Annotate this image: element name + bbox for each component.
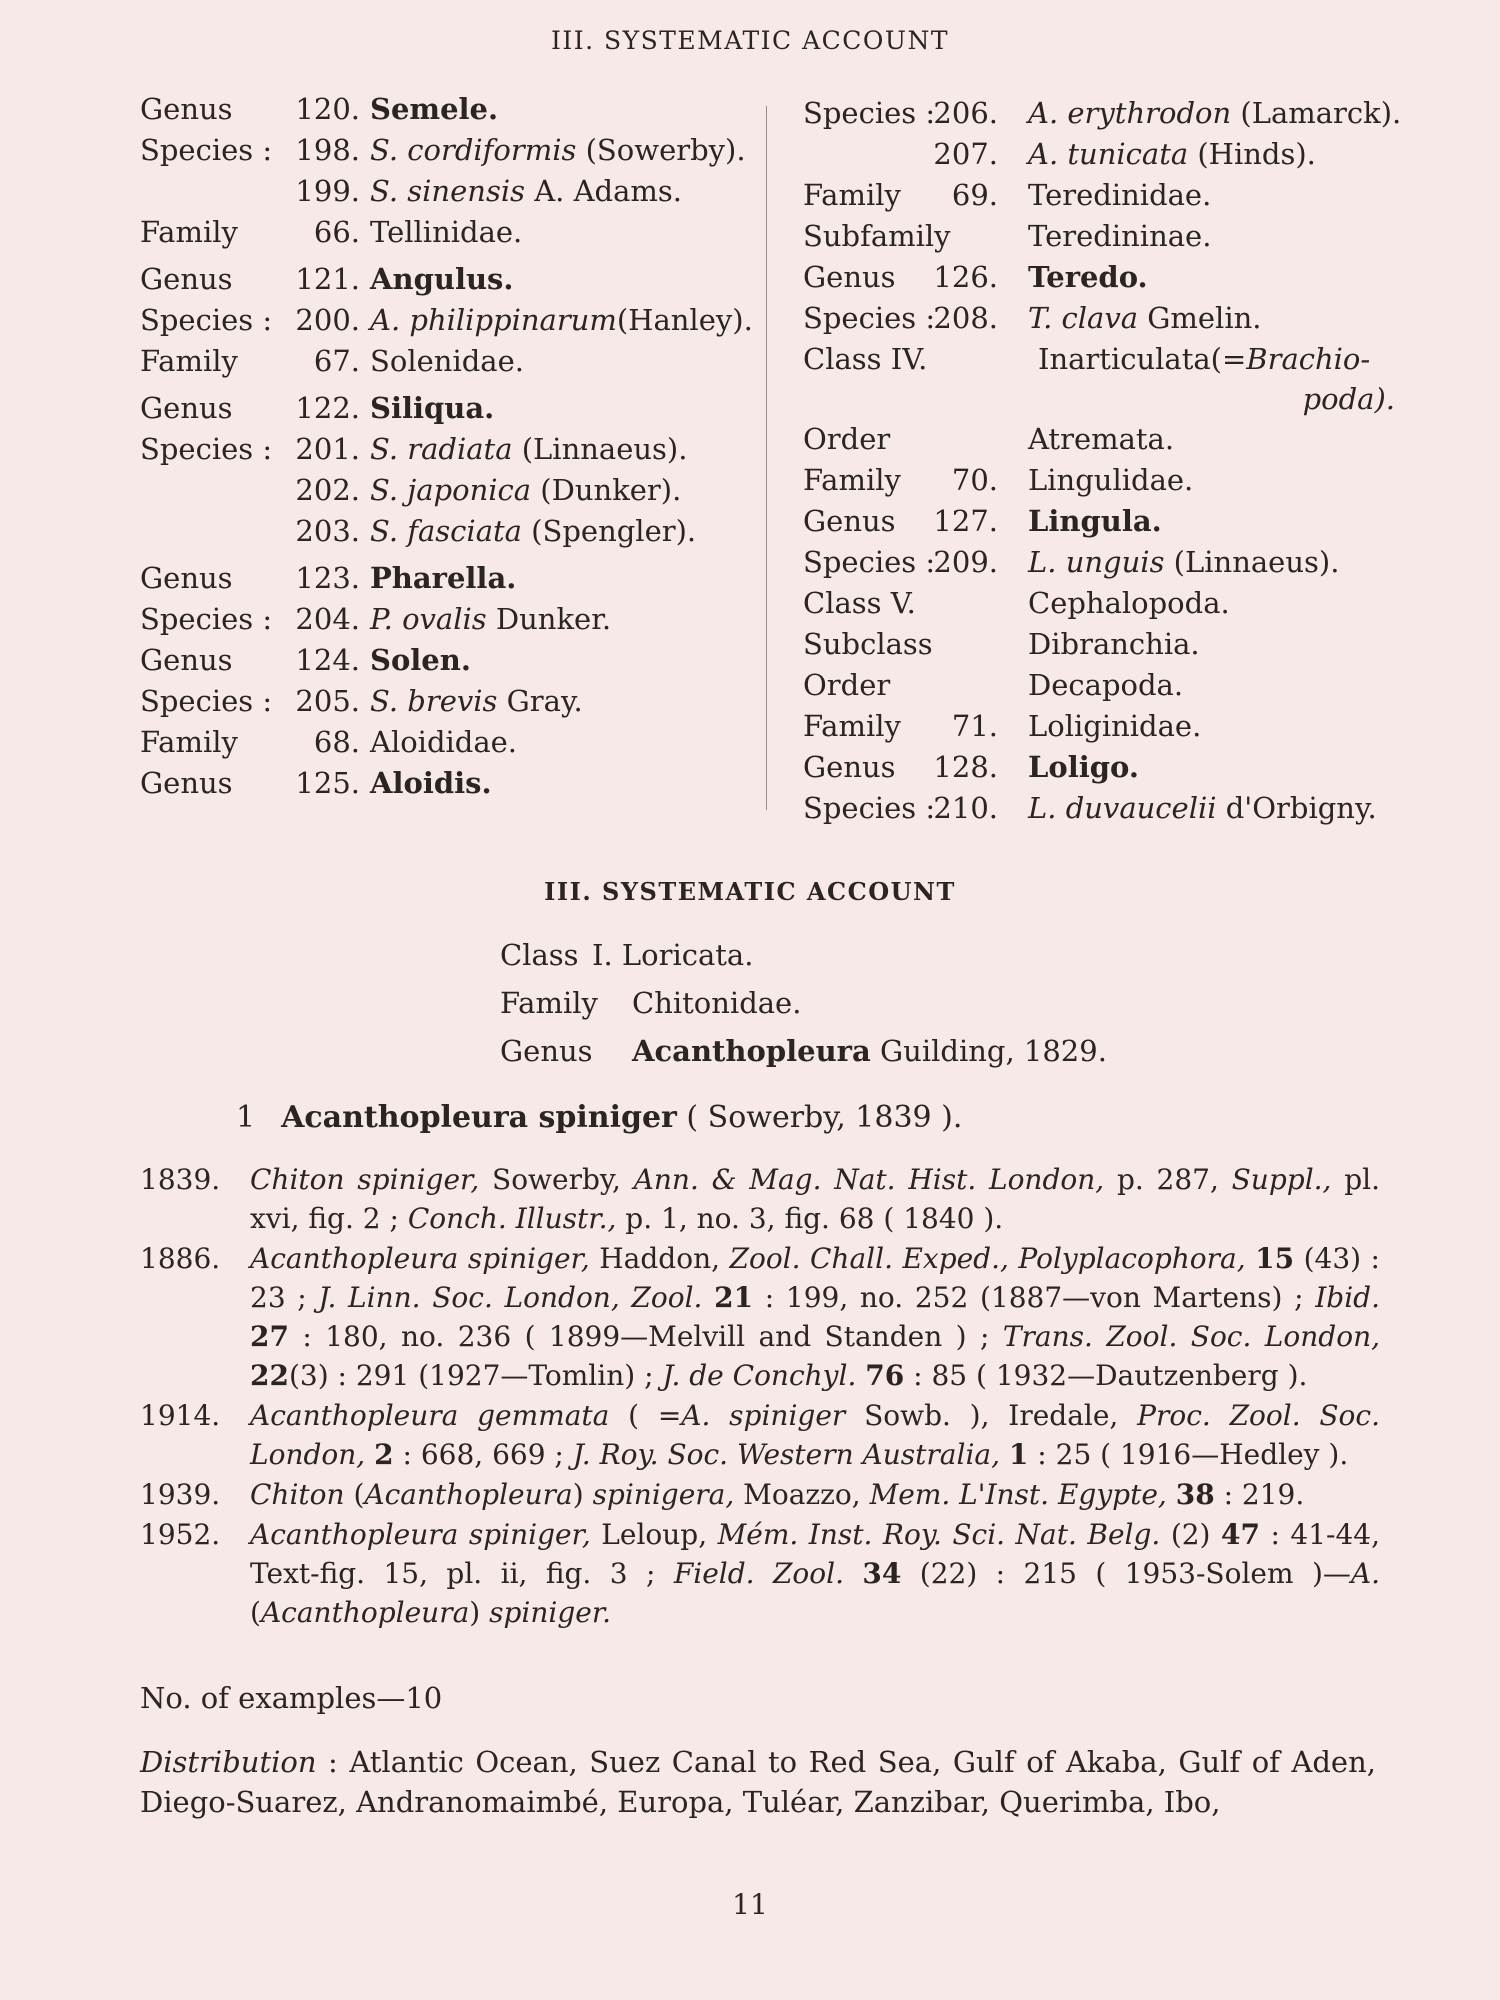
ref-text: ( = xyxy=(609,1399,682,1432)
ref-text: : 180, no. 236 ( 1899—Melvill and Standen ) ; xyxy=(288,1320,1003,1353)
ref-text: Acanthopleura xyxy=(364,1478,573,1511)
ref-text: Mem. L'Inst. Egypte, xyxy=(869,1478,1167,1511)
species-number: 1 xyxy=(236,1100,256,1135)
reference-entry xyxy=(140,1160,1380,1238)
taxon-name xyxy=(370,514,696,548)
rank-label: Species : xyxy=(803,791,936,825)
reference-year: 1839. xyxy=(140,1163,221,1196)
taxon-row xyxy=(803,668,1403,709)
species-authority: (Sowerby). xyxy=(576,133,746,167)
ref-text: : 668, 669 ; xyxy=(393,1438,573,1471)
rank-label: Order xyxy=(803,422,891,456)
taxon-number: 210. xyxy=(933,791,998,825)
taxon-name: Aloidis. xyxy=(370,766,492,800)
taxon-name: Teredo. xyxy=(1028,260,1148,294)
taxon-row xyxy=(140,432,770,473)
ref-volume: 21 xyxy=(714,1281,754,1314)
page-number: 11 xyxy=(732,1888,768,1921)
rank-label: Species : xyxy=(803,545,936,579)
species-authority: Gmelin. xyxy=(1138,301,1262,335)
ref-text: Trans. Zool. Soc. London, xyxy=(1002,1320,1380,1353)
taxon-row xyxy=(803,342,1403,422)
taxon-row xyxy=(140,514,770,555)
rank-label: Family xyxy=(803,709,901,743)
ref-text: : 41-44, Text-fig. 15, pl. ii, fig. 3 ; xyxy=(250,1518,1380,1590)
rank-label: Genus xyxy=(140,92,233,126)
taxon-name xyxy=(1038,342,1370,376)
taxon-name xyxy=(1028,137,1316,171)
taxon-row xyxy=(140,303,770,344)
ref-volume: 47 xyxy=(1220,1518,1260,1551)
taxon-number: 69. xyxy=(951,178,998,212)
taxon-number: 128. xyxy=(933,750,998,784)
left-taxonomy-column xyxy=(140,92,770,807)
right-taxonomy-column xyxy=(803,96,1403,832)
taxon-name: Cephalopoda. xyxy=(1028,586,1230,620)
rank-label: Genus xyxy=(803,504,896,538)
taxon-number: 68. xyxy=(313,725,360,759)
taxon-name xyxy=(1028,301,1262,335)
ref-text: Haddon, xyxy=(589,1242,730,1275)
taxon-name: Pharella. xyxy=(370,561,517,595)
distribution-text: Atlantic Ocean, Suez Canal to Red Sea, Gulf of Akaba, Gulf of Aden, Diego-Suarez, Andranomaimbé, Europa, Tuléar, Zanzibar, Querimba, Ibo, xyxy=(140,1745,1376,1819)
reference-year: 1914. xyxy=(140,1399,221,1432)
ref-text: Leloup, xyxy=(590,1518,718,1551)
ref-text: : 25 ( 1916—Hedley ). xyxy=(1028,1438,1349,1471)
ref-text: ) xyxy=(469,1596,490,1629)
species-name: L. duvaucelii xyxy=(1028,791,1217,825)
ref-text: A. xyxy=(1350,1557,1380,1590)
taxon-row xyxy=(140,766,770,807)
species-heading xyxy=(236,1100,962,1135)
ref-text: Mém. Inst. Roy. Sci. Nat. Belg. xyxy=(717,1518,1161,1551)
ref-text: p. 287, xyxy=(1104,1163,1232,1196)
taxon-name xyxy=(370,432,687,466)
rank-label: Genus xyxy=(140,643,233,677)
ref-text: Acanthopleura xyxy=(260,1596,470,1629)
species-name: S. cordiformis xyxy=(370,133,577,167)
taxon-row xyxy=(803,178,1403,219)
ref-text: Sowerby, xyxy=(479,1163,634,1196)
taxon-name: Solenidae. xyxy=(370,344,524,378)
species-name: A. erythrodon xyxy=(1028,96,1232,130)
taxon-row xyxy=(803,219,1403,260)
ref-volume: 38 xyxy=(1175,1478,1215,1511)
taxon-row xyxy=(140,725,770,766)
taxon-number: 126. xyxy=(933,260,998,294)
species-name: Acanthopleura spiniger xyxy=(281,1100,677,1135)
distribution-paragraph xyxy=(140,1742,1376,1822)
taxon-row xyxy=(140,643,770,684)
ref-text: ) xyxy=(572,1478,593,1511)
classification-block xyxy=(500,938,1400,1082)
species-name: S. sinensis xyxy=(370,174,525,208)
genus-value xyxy=(632,1034,1107,1068)
rank-label: Family xyxy=(803,463,901,497)
genus-label: Genus xyxy=(500,1034,593,1068)
class-synonym-continued: poda). xyxy=(1302,382,1395,416)
rank-label: Subfamily xyxy=(803,219,951,253)
ref-text xyxy=(856,1359,865,1392)
ref-text: spiniger. xyxy=(489,1596,612,1629)
ref-text xyxy=(1246,1242,1256,1275)
rank-label: Family xyxy=(140,725,238,759)
taxon-row xyxy=(140,391,770,432)
taxon-row xyxy=(803,260,1403,301)
taxon-row xyxy=(140,92,770,133)
ref-text: p. 1, no. 3, fig. 68 ( 1840 ). xyxy=(616,1202,1004,1235)
taxon-number: 200. xyxy=(295,303,360,337)
taxon-name: Angulus. xyxy=(370,262,514,296)
ref-text: Field. Zool. xyxy=(673,1557,844,1590)
species-authority: (Hinds). xyxy=(1188,137,1316,171)
taxon-number: 121. xyxy=(295,262,360,296)
ref-text: : 85 ( 1932—Dautzenberg ). xyxy=(904,1359,1308,1392)
rank-label: Family xyxy=(803,178,901,212)
class-value: I. Loricata. xyxy=(592,938,754,972)
species-name: L. unguis xyxy=(1028,545,1165,579)
ref-text: pl. xvi, fig. 2 ; xyxy=(250,1163,1380,1235)
rank-label: Genus xyxy=(140,561,233,595)
taxon-name: Lingulidae. xyxy=(1028,463,1194,497)
family-label: Family xyxy=(500,986,598,1020)
ref-text: Acanthopleura spiniger, xyxy=(250,1518,591,1551)
taxon-number: 125. xyxy=(295,766,360,800)
ref-volume: 34 xyxy=(862,1557,902,1590)
species-name: A. tunicata xyxy=(1028,137,1189,171)
taxon-name: Atremata. xyxy=(1028,422,1175,456)
genus-line xyxy=(500,1034,1400,1082)
taxon-number: 206. xyxy=(933,96,998,130)
taxon-name: Solen. xyxy=(370,643,471,677)
taxon-number: 120. xyxy=(295,92,360,126)
taxon-number: 122. xyxy=(295,391,360,425)
ref-text: spinigera, xyxy=(592,1478,735,1511)
rank-label: Species : xyxy=(140,432,273,466)
species-name: S. japonica xyxy=(370,473,532,507)
species-authority: (Lamarck). xyxy=(1231,96,1402,130)
rank-label: Genus xyxy=(140,262,233,296)
ref-text: Acanthopleura gemmata xyxy=(250,1399,610,1432)
ref-text: A. spiniger xyxy=(681,1399,846,1432)
taxon-name xyxy=(370,303,753,337)
rank-label: Subclass xyxy=(803,627,933,661)
species-name: S. radiata xyxy=(370,432,513,466)
taxon-name: Lingula. xyxy=(1028,504,1162,538)
taxon-row xyxy=(140,602,770,643)
taxon-name: Loligo. xyxy=(1028,750,1139,784)
taxon-name: Dibranchia. xyxy=(1028,627,1200,661)
species-authority: (Dunker). xyxy=(531,473,682,507)
ref-text xyxy=(702,1281,714,1314)
ref-text: Ibid. xyxy=(1315,1281,1380,1314)
taxon-row xyxy=(803,750,1403,791)
ref-text: : 219. xyxy=(1214,1478,1305,1511)
taxon-name xyxy=(370,684,583,718)
rank-label: Family xyxy=(140,215,238,249)
ref-text: J. Linn. Soc. London, Zool. xyxy=(318,1281,703,1314)
rank-label: Species : xyxy=(140,602,273,636)
taxon-row xyxy=(140,133,770,174)
taxon-name xyxy=(1028,791,1377,825)
taxon-name xyxy=(370,133,746,167)
taxon-number: 198. xyxy=(295,133,360,167)
genus-name: Acanthopleura xyxy=(632,1034,871,1068)
class-line xyxy=(500,938,1400,986)
taxon-number: 71. xyxy=(951,709,998,743)
reference-entry xyxy=(140,1515,1380,1632)
reference-entry xyxy=(140,1475,1380,1514)
taxon-number: 207. xyxy=(933,137,998,171)
class-name: Inarticulata( xyxy=(1038,342,1222,376)
ref-text: Proc. Zool. Soc. London, xyxy=(250,1399,1380,1471)
rank-label: Family xyxy=(140,344,238,378)
reference-entry xyxy=(140,1239,1380,1395)
species-authority: d'Orbigny. xyxy=(1216,791,1377,825)
taxon-number: 67. xyxy=(313,344,360,378)
taxon-row xyxy=(140,344,770,385)
species-authority: Dunker. xyxy=(486,602,612,636)
class-label: Class xyxy=(500,938,579,972)
taxon-name: Tellinidae. xyxy=(370,215,523,249)
reference-year: 1952. xyxy=(140,1518,221,1551)
ref-text: (3) : 291 (1927—Tomlin) ; xyxy=(288,1359,663,1392)
rank-label: Species : xyxy=(803,96,936,130)
ref-text xyxy=(365,1438,374,1471)
taxon-row xyxy=(140,684,770,725)
rank-label: Class V. xyxy=(803,586,916,620)
species-authority: (Hanley). xyxy=(616,303,753,337)
taxon-row xyxy=(803,96,1403,137)
taxon-number: 70. xyxy=(951,463,998,497)
taxon-row xyxy=(140,215,770,256)
taxon-number: 123. xyxy=(295,561,360,595)
taxon-row xyxy=(803,709,1403,750)
taxon-number: 124. xyxy=(295,643,360,677)
section-heading: III. SYSTEMATIC ACCOUNT xyxy=(544,877,956,906)
species-authority: (Spengler). xyxy=(521,514,697,548)
ref-volume: 15 xyxy=(1255,1242,1295,1275)
taxon-row xyxy=(140,262,770,303)
taxon-name: Decapoda. xyxy=(1028,668,1184,702)
ref-text: (2) xyxy=(1160,1518,1221,1551)
rank-label: Order xyxy=(803,668,891,702)
taxon-name: Teredininae. xyxy=(1028,219,1212,253)
taxon-number: 201. xyxy=(295,432,360,466)
ref-text: Sowb. ), Iredale, xyxy=(845,1399,1138,1432)
taxon-number: 204. xyxy=(295,602,360,636)
genus-authority: Guilding, 1829. xyxy=(870,1034,1107,1068)
ref-text: (43) : 23 ; xyxy=(250,1242,1380,1314)
taxon-row xyxy=(803,463,1403,504)
family-line xyxy=(500,986,1400,1034)
ref-text: ( xyxy=(344,1478,365,1511)
rank-label: Genus xyxy=(140,766,233,800)
taxon-row xyxy=(140,561,770,602)
taxon-number: 208. xyxy=(933,301,998,335)
rank-label: Species : xyxy=(140,133,273,167)
class-synonym: =Brachio- xyxy=(1221,342,1371,376)
species-authority: Gray. xyxy=(497,684,583,718)
taxon-name xyxy=(1028,96,1401,130)
ref-text xyxy=(1167,1478,1176,1511)
taxon-number: 127. xyxy=(933,504,998,538)
reference-entry xyxy=(140,1396,1380,1474)
ref-text: Moazzo, xyxy=(734,1478,870,1511)
ref-text: Chiton spiniger, xyxy=(250,1163,480,1196)
ref-text: Acanthopleura spiniger, xyxy=(250,1242,590,1275)
ref-volume: 2 xyxy=(374,1438,394,1471)
taxon-name: Loliginidae. xyxy=(1028,709,1202,743)
rank-label: Species : xyxy=(140,684,273,718)
taxon-name: Siliqua. xyxy=(370,391,495,425)
taxon-name: Semele. xyxy=(370,92,499,126)
ref-text: ( xyxy=(250,1596,261,1629)
examples-count: No. of examples—10 xyxy=(140,1681,443,1715)
ref-text: J. Roy. Soc. Western Australia, xyxy=(572,1438,1000,1471)
species-name: A. philippinarum xyxy=(370,303,617,337)
rank-label: Species : xyxy=(140,303,273,337)
taxon-row xyxy=(803,545,1403,586)
ref-volume: 22 xyxy=(250,1359,289,1392)
ref-text: : 199, no. 252 (1887—von Martens) ; xyxy=(753,1281,1316,1314)
rank-label: Genus xyxy=(140,391,233,425)
ref-text: Ann. & Mag. Nat. Hist. London, xyxy=(633,1163,1105,1196)
taxon-number: 209. xyxy=(933,545,998,579)
taxon-row xyxy=(803,301,1403,342)
distribution-label: Distribution xyxy=(140,1745,317,1779)
ref-text xyxy=(1000,1438,1009,1471)
taxon-number: 66. xyxy=(313,215,360,249)
taxon-name xyxy=(1028,545,1339,579)
species-name: S. fasciata xyxy=(370,514,522,548)
species-name: S. brevis xyxy=(370,684,498,718)
ref-text: Zool. Chall. Exped., Polyplacophora, xyxy=(729,1242,1246,1275)
species-authority: ( Sowerby, 1839 ). xyxy=(686,1100,963,1135)
family-value: Chitonidae. xyxy=(632,986,802,1020)
rank-label: Genus xyxy=(803,260,896,294)
taxon-row xyxy=(803,504,1403,545)
ref-volume: 1 xyxy=(1008,1438,1029,1471)
taxon-row xyxy=(803,791,1403,832)
ref-text: Conch. Illustr., xyxy=(407,1202,617,1235)
ref-text xyxy=(844,1557,862,1590)
species-name: P. ovalis xyxy=(370,602,487,636)
taxon-row xyxy=(803,627,1403,668)
column-divider xyxy=(766,106,767,810)
ref-text: Chiton xyxy=(250,1478,345,1511)
distribution-separator: : xyxy=(316,1745,350,1779)
reference-year: 1886. xyxy=(140,1242,221,1275)
rank-label: Class IV. xyxy=(803,342,928,376)
taxon-name xyxy=(370,473,681,507)
taxon-name: Aloididae. xyxy=(370,725,518,759)
page-header: III. SYSTEMATIC ACCOUNT xyxy=(550,26,950,55)
species-authority: (Linnaeus). xyxy=(512,432,688,466)
ref-volume: 76 xyxy=(865,1359,905,1392)
species-authority: (Linnaeus). xyxy=(1164,545,1340,579)
taxon-number: 199. xyxy=(295,174,360,208)
species-authority: A. Adams. xyxy=(524,174,682,208)
taxon-name: Teredinidae. xyxy=(1028,178,1212,212)
taxon-number: 203. xyxy=(295,514,360,548)
ref-text: Suppl., xyxy=(1231,1163,1332,1196)
taxon-row xyxy=(140,473,770,514)
rank-label: Genus xyxy=(803,750,896,784)
taxon-number: 202. xyxy=(295,473,360,507)
rank-label: Species : xyxy=(803,301,936,335)
ref-volume: 27 xyxy=(250,1320,289,1353)
ref-text: (22) : 215 ( 1953-Solem )— xyxy=(901,1557,1351,1590)
taxon-name xyxy=(370,602,611,636)
ref-text: J. de Conchyl. xyxy=(662,1359,857,1392)
taxon-row xyxy=(803,586,1403,627)
reference-year: 1939. xyxy=(140,1478,221,1511)
taxon-number: 205. xyxy=(295,684,360,718)
taxon-row xyxy=(803,422,1403,463)
synonymy-list xyxy=(140,1160,1380,1633)
taxon-row xyxy=(803,137,1403,178)
taxon-name xyxy=(370,174,682,208)
species-name: T. clava xyxy=(1028,301,1138,335)
taxon-row xyxy=(140,174,770,215)
